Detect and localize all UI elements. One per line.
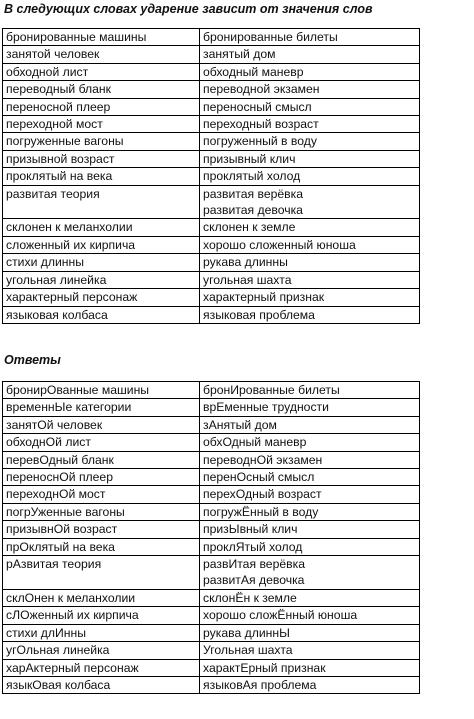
table-row	[3, 219, 420, 236]
table-cell	[3, 503, 200, 520]
cell-text: переводной экзамен	[203, 82, 320, 97]
table-cell	[200, 538, 420, 555]
cell-text: угольная линейка	[6, 272, 107, 287]
table-row	[3, 81, 420, 98]
table-cell	[200, 63, 420, 80]
table-row	[3, 469, 420, 486]
table-row	[3, 150, 420, 167]
cell-text: языковая колбаса	[6, 307, 108, 322]
cell-text: рукава длинны	[203, 255, 288, 270]
table-cell	[200, 589, 420, 606]
cell-text: развитая теория	[6, 186, 100, 201]
table-cell	[3, 607, 200, 624]
table-row	[3, 46, 420, 63]
table-cell	[200, 150, 420, 167]
table-row	[3, 538, 420, 555]
table-row	[3, 63, 420, 80]
table-row	[3, 236, 420, 253]
table-cell	[3, 306, 200, 323]
cell-text: переходной мост	[6, 117, 103, 132]
table-cell	[200, 116, 420, 133]
cell-text: бронированные билеты	[203, 30, 338, 44]
table-cell	[200, 289, 420, 306]
table-row	[3, 133, 420, 150]
table-cell	[200, 469, 420, 486]
cell-text: зАнятый дом	[203, 417, 277, 432]
table-row	[3, 289, 420, 306]
cell-text: хорошо сложенный юноша	[203, 237, 356, 252]
table-row	[3, 676, 420, 693]
table-cell	[3, 116, 200, 133]
cell-text: переносной плеер	[6, 99, 111, 114]
table-cell	[3, 486, 200, 503]
table-cell	[200, 676, 420, 693]
cell-text: переносный смысл	[203, 99, 312, 114]
table-cell	[3, 236, 200, 253]
table-cell	[200, 607, 420, 624]
cell-text: временнЫе категории	[6, 400, 132, 415]
table-row	[3, 29, 420, 46]
table-cell	[200, 416, 420, 433]
cell-text: угОльная линейка	[6, 643, 110, 658]
cell-text: характерный признак	[203, 290, 325, 305]
table-cell	[200, 399, 420, 416]
cell-text: характерный персонаж	[6, 290, 138, 305]
table-cell	[3, 469, 200, 486]
cell-text: бронированные машины	[6, 30, 147, 44]
table-row	[3, 521, 420, 538]
table-cell	[3, 29, 200, 46]
table-row	[3, 254, 420, 271]
table-cell	[3, 289, 200, 306]
table-cell	[200, 556, 420, 590]
table-cell	[200, 219, 420, 236]
table-cell	[3, 538, 200, 555]
table-row	[3, 556, 420, 590]
table-row	[3, 271, 420, 288]
table-cell	[200, 133, 420, 150]
cell-text: погрУженные вагоны	[6, 504, 125, 519]
table-cell	[200, 168, 420, 185]
cell-text: проклятый холод	[203, 169, 301, 184]
cell-text: стихи длИнны	[6, 625, 86, 640]
cell-text: переводнОй экзамен	[203, 452, 323, 467]
cell-text: проклЯтый холод	[203, 539, 303, 554]
table-cell	[3, 63, 200, 80]
table-cell	[200, 451, 420, 468]
cell-text: переходный возраст	[203, 117, 319, 132]
table-cell	[3, 168, 200, 185]
table-row	[3, 589, 420, 606]
table-cell	[3, 185, 200, 219]
table-row	[3, 116, 420, 133]
table-row	[3, 98, 420, 115]
cell-text: склонЁн к земле	[203, 590, 297, 605]
cell-text: склонен к земле	[203, 220, 296, 235]
table-row	[3, 416, 420, 433]
table-cell	[200, 434, 420, 451]
cell-text: обходной лист	[6, 64, 89, 79]
table-row	[3, 168, 420, 185]
table-cell	[3, 521, 200, 538]
cell-text: занятой человек	[6, 47, 100, 62]
table-cell	[200, 659, 420, 676]
table-cell	[3, 219, 200, 236]
cell-text: погружЁнный в воду	[203, 504, 319, 519]
cell-text: призывной возраст	[6, 151, 115, 166]
table-row	[3, 503, 420, 520]
table-cell	[3, 271, 200, 288]
table-cell	[3, 556, 200, 590]
cell-text: призывнОй возраст	[6, 522, 118, 537]
table-cell	[3, 46, 200, 63]
table-cell	[200, 46, 420, 63]
cell-text: харАктерный персонаж	[6, 660, 139, 675]
table-cell	[200, 81, 420, 98]
cell-text: сложенный их кирпича	[6, 237, 136, 252]
table-cell	[3, 676, 200, 693]
cell-text: угольная шахта	[203, 272, 292, 287]
section-heading-answers: Ответы	[4, 353, 61, 367]
table-cell	[3, 98, 200, 115]
cell-text: бронИрованные билеты	[203, 383, 340, 397]
cell-text: Угольная шахта	[203, 643, 293, 658]
table-cell	[3, 659, 200, 676]
cell-text: переходнОй мост	[6, 487, 106, 502]
words-table	[2, 28, 420, 324]
table-row	[3, 659, 420, 676]
cell-text: хорошо сложЁнный юноша	[203, 608, 358, 623]
cell-text: языковАя проблема	[203, 677, 317, 692]
table-cell	[200, 521, 420, 538]
table-cell	[3, 254, 200, 271]
cell-text: развитАя девочка	[203, 573, 305, 588]
cell-text: перехОдный возраст	[203, 487, 322, 502]
cell-text: перевОдный бланк	[6, 452, 114, 467]
table-cell	[200, 98, 420, 115]
table-cell	[200, 29, 420, 46]
cell-text: бронирОванные машины	[6, 383, 150, 397]
table-cell	[3, 434, 200, 451]
table-row	[3, 451, 420, 468]
answers-table	[2, 381, 420, 694]
cell-text: развИтая верёвка	[203, 557, 305, 572]
table-cell	[3, 150, 200, 167]
cell-text: переноснОй плеер	[6, 470, 113, 485]
table-row	[3, 624, 420, 641]
table-cell	[200, 306, 420, 323]
cell-text: рАзвитая теория	[6, 557, 102, 572]
cell-text: занятый дом	[203, 47, 276, 62]
table-cell	[200, 185, 420, 219]
cell-text: характЕрный признак	[203, 660, 326, 675]
table-row	[3, 382, 420, 399]
cell-text: обходный маневр	[203, 64, 304, 79]
table-cell	[200, 642, 420, 659]
cell-text: врЕменные трудности	[203, 400, 329, 415]
table-cell	[3, 81, 200, 98]
cell-text: обхОдный маневр	[203, 435, 307, 450]
cell-text: развитая верёвка	[203, 186, 304, 201]
table-cell	[200, 254, 420, 271]
table-cell	[200, 503, 420, 520]
cell-text: языкОвая колбаса	[6, 677, 111, 692]
section-heading-task: В следующих словах ударение зависит от значения слов	[4, 2, 373, 16]
table-cell	[200, 486, 420, 503]
table-cell	[3, 451, 200, 468]
table-cell	[3, 589, 200, 606]
cell-text: обходнОй лист	[6, 435, 91, 450]
table-cell	[200, 624, 420, 641]
cell-text: переводный бланк	[6, 82, 111, 97]
cell-text: стихи длинны	[6, 255, 85, 270]
cell-text: склОнен к меланхолии	[6, 590, 136, 605]
cell-text: развитая девочка	[203, 203, 303, 218]
table-cell	[200, 382, 420, 399]
table-row	[3, 486, 420, 503]
table-row	[3, 607, 420, 624]
cell-text: склонен к меланхолии	[6, 220, 133, 235]
table-row	[3, 642, 420, 659]
cell-text: рукава длиннЫ	[203, 625, 290, 640]
table-row	[3, 399, 420, 416]
table-cell	[3, 624, 200, 641]
table-cell	[200, 236, 420, 253]
cell-text: языковая проблема	[203, 307, 315, 322]
table-row	[3, 434, 420, 451]
cell-text: прОклятый на века	[6, 539, 115, 554]
cell-text: призЫвный клич	[203, 522, 298, 537]
table-row	[3, 185, 420, 219]
cell-text: перенОсный смысл	[203, 470, 315, 485]
table-cell	[3, 382, 200, 399]
cell-text: погруженные вагоны	[6, 134, 124, 149]
table-row	[3, 306, 420, 323]
table-cell	[200, 271, 420, 288]
cell-text: проклятый на века	[6, 169, 113, 184]
table-cell	[3, 399, 200, 416]
cell-text: сЛОженный их кирпича	[6, 608, 139, 623]
table-cell	[3, 133, 200, 150]
cell-text: занятОй человек	[6, 417, 103, 432]
table-cell	[3, 642, 200, 659]
cell-text: призывный клич	[203, 151, 296, 166]
cell-text: погруженный в воду	[203, 134, 317, 149]
table-cell	[3, 416, 200, 433]
